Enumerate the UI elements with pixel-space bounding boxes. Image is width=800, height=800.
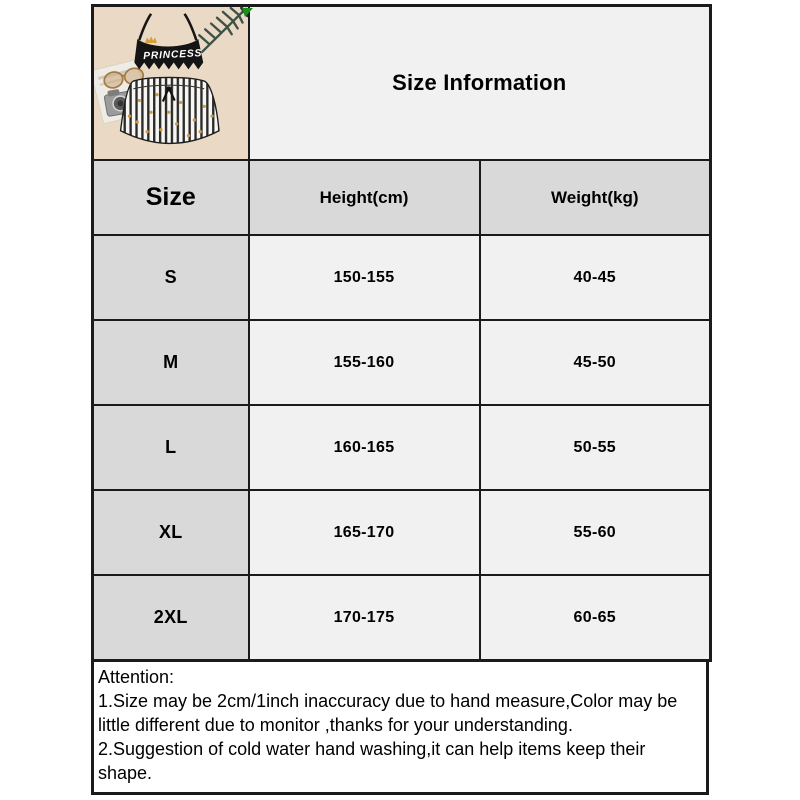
table-row-photo (93, 6, 711, 161)
size-information-title: Size Information (392, 70, 567, 95)
weight-cell: 40-45 (480, 235, 711, 320)
size-cell: M (93, 320, 249, 405)
attention-title: Attention: (98, 667, 175, 687)
weight-cell: 50-55 (480, 405, 711, 490)
table-row-xl (93, 490, 711, 575)
product-photo (94, 7, 248, 159)
column-header-weight: Weight(kg) (480, 160, 711, 235)
size-cell: L (93, 405, 249, 490)
product-photo-cell (93, 6, 249, 161)
table-row-l (93, 405, 711, 490)
size-cell: S (93, 235, 249, 320)
size-information-header-cell (249, 6, 711, 161)
table-row-m (93, 320, 711, 405)
height-cell: 160-165 (249, 405, 480, 490)
size-table (91, 4, 712, 662)
table-row-2xl (93, 575, 711, 661)
striped-shorts (121, 77, 219, 143)
size-chart-sheet (91, 4, 709, 795)
height-cell: 165-170 (249, 490, 480, 575)
shirt-text: PRINCESS (142, 48, 203, 63)
weight-cell: 60-65 (480, 575, 711, 661)
table-header-row (93, 160, 711, 235)
attention-line-1: 1.Size may be 2cm/1inch inaccuracy due to hand measure,Color may be little different due to monitor ,thanks for your understanding. (98, 691, 678, 735)
weight-cell: 45-50 (480, 320, 711, 405)
height-cell: 155-160 (249, 320, 480, 405)
attention-note (91, 662, 709, 795)
size-cell: 2XL (93, 575, 249, 661)
height-cell: 170-175 (249, 575, 480, 661)
column-header-size: Size (93, 160, 249, 235)
column-header-height: Height(cm) (249, 160, 480, 235)
weight-cell: 55-60 (480, 490, 711, 575)
height-cell: 150-155 (249, 235, 480, 320)
size-cell: XL (93, 490, 249, 575)
table-row-s (93, 235, 711, 320)
attention-line-2: 2.Suggestion of cold water hand washing,it can help items keep their shape. (98, 739, 646, 783)
